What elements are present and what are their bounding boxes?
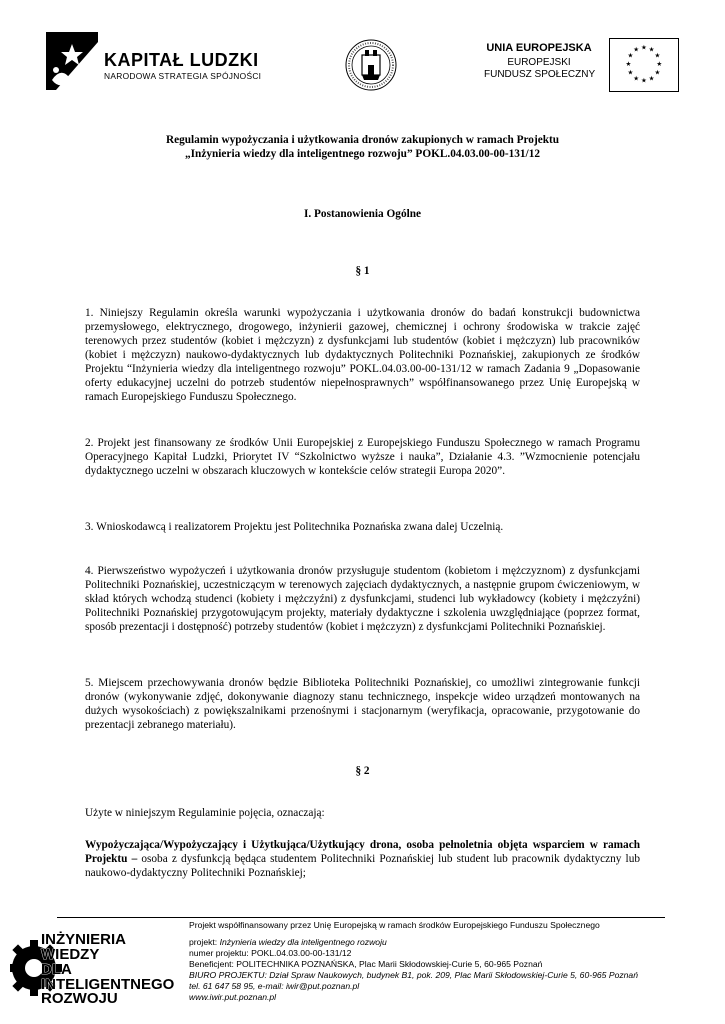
footer-website: www.iwir.put.poznan.pl [189,992,277,1002]
paragraph-1-5: 5. Miejscem przechowywania dronów będzie Biblioteka Politechniki Poznańskiej, co umożliwi zintegrowanie funkcji dronów (wykonywanie zdjęć, dokonywanie diagnozy stanu technicznego, inspekcje wideo urządzeń montowanych na dużych wysokościach) z powiększalnikami przenośnymi i stacjonarnym (weryfikacja, opracowanie, przygotowanie do prezentacji zebranego materiału). [85,677,640,731]
svg-text:★: ★ [648,46,655,54]
footer-project-name: projekt: Inżynieria wiedzy dla inteligentnego rozwoju [189,937,387,947]
iwir-logo-line-4: INTELIGENTNEGO [41,976,175,993]
svg-text:★: ★ [633,46,640,54]
university-seal-icon [344,38,398,92]
footer-divider [57,917,665,918]
svg-text:★: ★ [648,75,655,83]
definition-paragraph [85,838,640,880]
iwir-logo-line-5: ROZWOJU [41,990,118,1004]
paragraph-mark-2: § 2 [355,765,370,777]
title-line-2: „Inżynieria wiedzy dla inteligentnego rozwoju” POKL.04.03.00-00-131/12 [185,148,540,160]
kapital-ludzki-title: KAPITAŁ LUDZKI [104,50,259,70]
kapital-ludzki-logo-icon [42,30,102,92]
svg-text:★: ★ [640,44,648,52]
paragraph-1-1: 1. Niniejszy Regulamin określa warunki wypożyczania i użytkowania dronów do badań konstrukcji budownictwa przemysłowego, elektrycznego, drogowego, inżynierii gazowej, chemicznej i ochrony środowiska w trakcie zajęć terenowych przez studentów (kobiet i mężczyzn) z dysfunkcjami lub studentów (kobiet i mężczyzn) lub pracowników (kobiet i mężczyzn) naukowo-dydaktycznych lub dydaktycznych Politechniki Poznańskiej, zakupionych ze środków Projektu “Inżynieria wiedzy dla inteligentnego rozwoju” POKL.04.03.00-00-131/12 w ramach Zadania 9 „Dopasowanie oferty edukacyjnej uczelni do potrzeb studentów niepełnosprawnych” współfinansowanego przez Unię Europejską w ramach Europejskiego Funduszu Społecznego. [85,307,640,403]
kapital-ludzki-subtitle: NARODOWA STRATEGIA SPÓJNOŚCI [104,71,262,81]
footer-project-number: numer projektu: POKL.04.03.00-00-131/12 [189,948,352,958]
page-header [0,0,725,110]
svg-text:★: ★ [633,75,640,83]
footer-text [189,920,638,1003]
svg-text:★: ★ [627,52,634,60]
section-2-intro: Użyte w niniejszym Regulaminie pojęcia, oznaczają: [85,807,325,819]
paragraph-1-2: 2. Projekt jest finansowany ze środków Unii Europejskiej z Europejskiego Funduszu Społecznego w ramach Programu Operacyjnego Kapitał Ludzki, Priorytet IV “Szkolnictwo wyższe i nauka”, Działanie 4.3. ”Wzmocnienie potencjału dydaktycznego uczelni w obszarach kluczowych w kontekście celów strategii Europa 2020”. [85,437,640,477]
paragraph-1-3: 3. Wnioskodawcą i realizatorem Projektu jest Politechnika Poznańska zwana dalej Uczelnią. [85,521,504,533]
footer-cofinancing: Projekt współfinansowany przez Unię Europejską w ramach środków Europejskiego Funduszu Społecznego [189,920,600,930]
eu-text-block [484,42,594,80]
eu-subtitle-1: EUROPEJSKI [507,57,571,68]
svg-text:★: ★ [656,60,663,68]
iwir-logo-line-1: INŻYNIERIA [41,931,127,948]
paragraph-1-4: 4. Pierwszeństwo wypożyczeń i użytkowania dronów przysługuje studentom (kobietom i mężczyznom) z dysfunkcjami Politechniki Poznańskiej, uczestniczącym w terenowych zajęciach dydaktycznych, a następnie grupom ćwiczeniowym, w skład których wchodzą studenci (kobiety i mężczyźni) z dysfunkcjami, studenci lub wykładowcy (kobiety i mężczyźni) Politechniki Poznańskiej przygotowującym projekty, materiały dydaktyczne i szkolenia uwzględniające (poprzez format, sposób prezentacji i dostępność) potrzeby studentów (kobiet i mężczyzn) z dysfunkcjami Politechniki Poznańskiej. [85,565,640,633]
document-title [85,133,640,161]
title-line-1: Regulamin wypożyczania i użytkowania dronów zakupionych w ramach Projektu [165,134,560,146]
footer-project-office: BIURO PROJEKTU: Dział Spraw Naukowych, budynek B1, pok. 209, Plac Marii Skłodowskiej-Curie 5, 60-965 Poznań [189,970,638,980]
iwir-logo-line-2: WIEDZY [41,946,100,963]
eu-title: UNIA EUROPEJSKA [486,42,592,54]
footer-beneficiary: Beneficjent: POLITECHNIKA POZNAŃSKA, Plac Marii Skłodowskiej-Curie 5, 60-965 Poznań [189,959,543,969]
definition-term: Wypożyczająca/Wypożyczający i Użytkująca/Użytkujący drona, osoba pełnoletnia objęta wsparciem w ramach Projektu – [85,839,640,865]
svg-text:★: ★ [640,77,648,85]
svg-text:★: ★ [654,52,661,60]
svg-text:★: ★ [654,69,661,77]
section-heading: I. Postanowienia Ogólne [303,208,422,220]
iwir-logo-line-3: DLA [41,961,72,978]
eu-subtitle-2: FUNDUSZ SPOŁECZNY [484,69,596,80]
eu-flag-icon [609,38,679,92]
definition-text: osoba z dysfunkcją będąca studentem Politechniki Poznańskiej lub student lub pracownik dydaktyczny lub naukowo-dydaktyczny Politechniki Poznańskiej; [85,853,640,879]
footer-contact: tel. 61 647 58 95, e-mail: iwir@put.poznan.pl [189,981,360,991]
iwir-logo-icon [10,926,190,1004]
paragraph-mark-1: § 1 [355,265,370,277]
svg-text:★: ★ [627,69,634,77]
svg-text:★: ★ [625,60,632,68]
